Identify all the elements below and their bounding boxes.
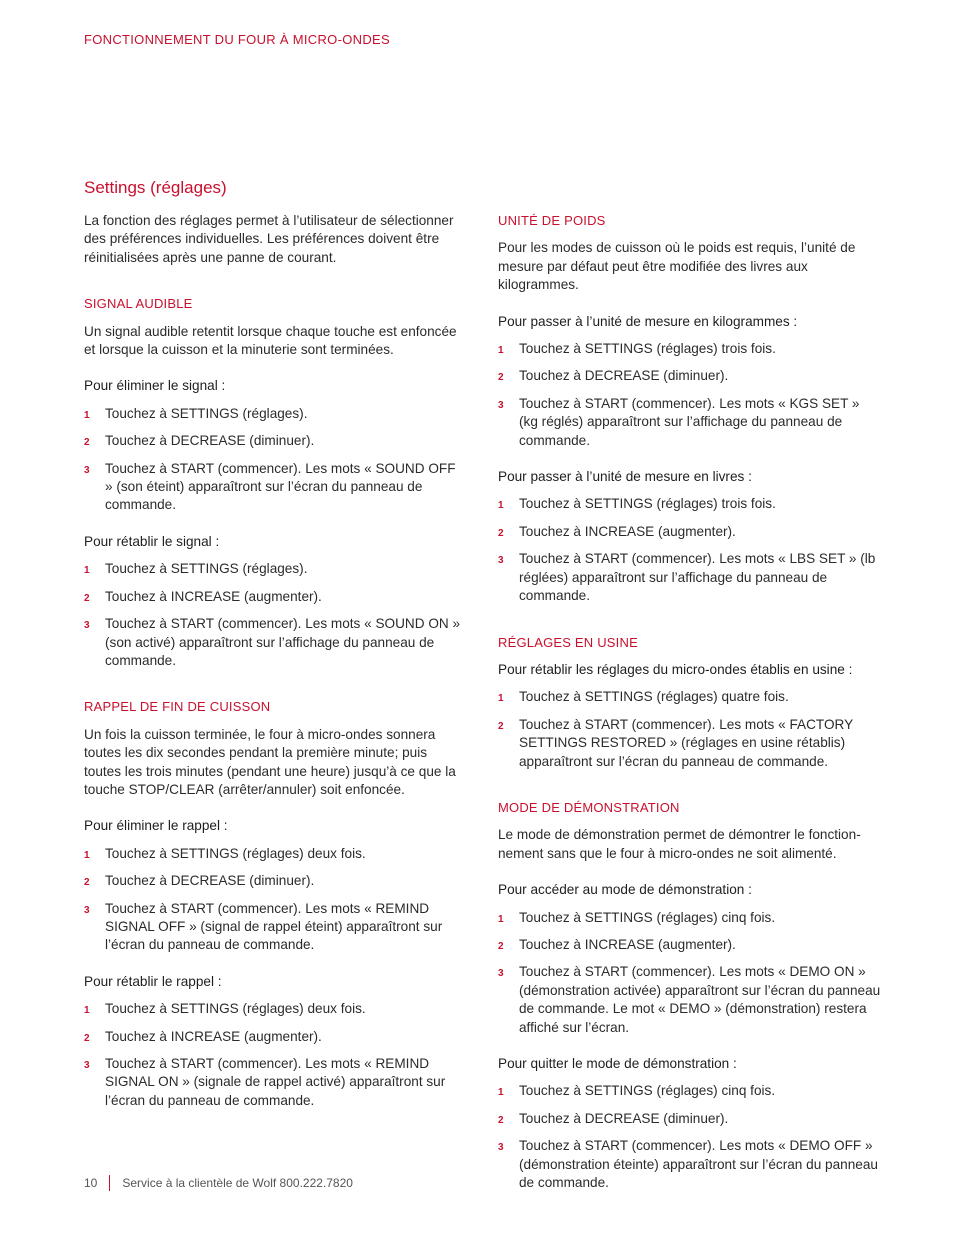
step-item	[498, 1137, 882, 1192]
section-heading-remind: RAPPEL DE FIN DE CUISSON	[84, 699, 271, 715]
step-item	[84, 1055, 464, 1110]
step-text: Touchez à START (commencer). Les mots « DEMO ON » (démonstration activée) apparaîtront sur l’écran du panneau de commande. Le mot « DEMO » (démonstration) restera affiché sur l’écran.	[519, 964, 881, 1035]
step-number: 1	[498, 345, 504, 357]
step-number: 2	[84, 877, 90, 889]
step-number: 3	[84, 1060, 90, 1071]
step-number: 2	[498, 720, 504, 732]
signal-on-steps	[84, 560, 464, 670]
page-title: Settings (réglages)	[84, 178, 227, 197]
footer-divider	[109, 1175, 110, 1191]
step-item	[498, 495, 882, 513]
demo-text: Le mode de démonstration permet de démontrer le fonctionnement sans que le four à micro-ondes ne soit alimenté.	[498, 827, 861, 861]
step-number: 2	[498, 1114, 504, 1126]
step-text: Touchez à START (commencer). Les mots « KGS SET » (kg réglés) apparaîtront sur l’affichage du panneau de commande.	[519, 395, 860, 448]
step-text: Touchez à START (commencer). Les mots « SOUND ON » (son activé) apparaîtront sur l’affichage du panneau de commande.	[105, 616, 461, 668]
section-heading-weight: UNITÉ DE POIDS	[498, 213, 606, 228]
step-number: 2	[84, 592, 90, 604]
step-item	[498, 1110, 882, 1128]
step-text: Touchez à START (commencer). Les mots « REMIND SIGNAL ON » (signale de rappel activé) apparaîtront sur l’écran du panneau de commande.	[105, 1056, 446, 1108]
step-item	[84, 900, 464, 955]
step-item	[498, 523, 882, 541]
signal-off-steps	[84, 405, 464, 515]
weight-lb-steps	[498, 495, 882, 605]
step-number: 3	[84, 464, 90, 476]
step-number: 2	[498, 940, 504, 952]
step-text: Touchez à SETTINGS (réglages).	[105, 561, 308, 577]
step-number: 1	[84, 409, 90, 421]
step-item	[84, 1028, 464, 1046]
weight-text: Pour les modes de cuisson où le poids est requis, l’unité de mesure par défaut peut être modifiée des livres aux kilogrammes.	[498, 240, 856, 293]
step-text: Touchez à INCREASE (augmenter).	[105, 1028, 322, 1044]
demo-off-title: Pour quitter le mode de démonstration :	[498, 1056, 737, 1071]
right-column	[498, 212, 882, 1192]
footer-text: Service à la clientèle de Wolf 800.222.7820	[122, 1176, 353, 1190]
step-number: 3	[498, 399, 504, 411]
step-text: Touchez à INCREASE (augmenter).	[519, 936, 736, 952]
signal-text: Un signal audible retentit lorsque chaque touche est enfoncée et lorsque la cuisson et la minuterie sont terminées.	[84, 323, 457, 358]
step-item	[498, 340, 882, 358]
signal-off-title: Pour éliminer le signal :	[84, 378, 226, 394]
step-item	[498, 688, 882, 706]
remind-text: Un fois la cuisson terminée, le four à micro-ondes sonnera toutes les dix secondes pendant la première minute; puis toutes les trois minutes (pendant une heure) jusqu’à ce que la touche STOP/CLEAR (arrêter/annuler) soit enfoncée.	[84, 726, 456, 797]
step-text: Touchez à START (commencer). Les mots « REMIND SIGNAL OFF » (signal de rappel éteint) apparaîtront sur l’écran du panneau de commande.	[105, 900, 443, 953]
step-item	[84, 872, 464, 890]
step-item	[498, 936, 882, 954]
step-item	[498, 963, 882, 1037]
left-column	[84, 212, 464, 1110]
step-text: Touchez à SETTINGS (réglages) deux fois.	[105, 1001, 366, 1017]
running-head: FONCTIONNEMENT DU FOUR À MICRO-ONDES	[84, 32, 390, 47]
page-number: 10	[84, 1176, 98, 1190]
signal-on-title: Pour rétablir le signal :	[84, 533, 220, 549]
demo-off-steps	[498, 1082, 882, 1192]
step-number: 1	[498, 913, 504, 925]
step-text: Touchez à DECREASE (diminuer).	[519, 368, 729, 384]
step-text: Touchez à START (commencer). Les mots « LBS SET » (lb réglées) apparaîtront sur l’affichage du panneau de commande.	[519, 551, 876, 604]
step-item	[498, 367, 882, 385]
remind-off-steps	[84, 845, 464, 955]
step-item	[498, 909, 882, 927]
step-number: 2	[84, 1032, 90, 1044]
step-number: 3	[84, 620, 90, 632]
step-number: 3	[498, 1142, 504, 1154]
step-text: Touchez à SETTINGS (réglages) cinq fois.	[519, 1083, 776, 1099]
factory-steps	[498, 688, 882, 771]
step-number: 3	[84, 904, 90, 916]
step-number: 1	[84, 849, 90, 861]
step-item	[84, 432, 464, 450]
step-text: Touchez à DECREASE (diminuer).	[105, 873, 315, 889]
weight-kg-steps	[498, 340, 882, 450]
step-text: Touchez à INCREASE (augmenter).	[519, 523, 736, 539]
step-number: 1	[498, 500, 504, 512]
footer	[84, 1175, 353, 1191]
step-number: 1	[498, 1087, 504, 1099]
step-number: 3	[498, 555, 504, 567]
step-item	[498, 1082, 882, 1100]
step-item	[84, 460, 464, 515]
step-number: 2	[498, 527, 504, 539]
factory-title: Pour rétablir les réglages du micro-ondes établis en usine :	[498, 661, 853, 677]
step-number: 1	[84, 565, 90, 577]
remind-on-title: Pour rétablir le rappel :	[84, 973, 222, 989]
weight-kg-title: Pour passer à l’unité de mesure en kilogrammes :	[498, 313, 798, 329]
step-number: 1	[498, 693, 504, 705]
step-text: Touchez à SETTINGS (réglages).	[105, 405, 308, 421]
weight-lb-title: Pour passer à l’unité de mesure en livres :	[498, 469, 752, 485]
step-text: Touchez à START (commencer). Les mots « SOUND OFF » (son éteint) apparaîtront sur l’écran du panneau de commande.	[105, 460, 456, 513]
step-number: 2	[84, 437, 90, 449]
step-text: Touchez à START (commencer). Les mots « DEMO OFF » (démonstration éteinte) apparaîtront sur l’écran du panneau de commande.	[519, 1138, 878, 1191]
step-text: Touchez à DECREASE (diminuer).	[519, 1110, 729, 1126]
step-number: 1	[84, 1005, 90, 1017]
step-text: Touchez à DECREASE (diminuer).	[105, 433, 315, 449]
step-text: Touchez à SETTINGS (réglages) cinq fois.	[519, 909, 776, 925]
step-item	[498, 550, 882, 605]
remind-off-title: Pour éliminer le rappel :	[84, 818, 228, 834]
section-heading-demo: MODE DE DÉMONSTRATION	[498, 799, 680, 815]
step-text: Touchez à START (commencer). Les mots « FACTORY SETTINGS RESTORED » (réglages en usine rétablis) apparaîtront sur l’écran du panneau de commande.	[519, 716, 853, 769]
step-item	[84, 615, 464, 670]
step-number: 2	[498, 372, 504, 384]
step-text: Touchez à SETTINGS (réglages) quatre fois.	[519, 689, 789, 705]
section-heading-factory: RÉGLAGES EN USINE	[498, 634, 638, 650]
step-item	[84, 1000, 464, 1018]
step-item	[84, 845, 464, 863]
section-heading-signal: SIGNAL AUDIBLE	[84, 296, 193, 312]
step-text: Touchez à INCREASE (augmenter).	[105, 588, 322, 604]
demo-on-steps	[498, 909, 882, 1037]
remind-on-steps	[84, 1000, 464, 1110]
step-item	[84, 588, 464, 606]
step-text: Touchez à SETTINGS (réglages) deux fois.	[105, 845, 366, 861]
step-number: 3	[498, 968, 504, 980]
step-text: Touchez à SETTINGS (réglages) trois fois.	[519, 341, 776, 357]
step-item	[84, 405, 464, 423]
intro-text: La fonction des réglages permet à l’utilisateur de sélectionner des préférences individuelles. Les préférences doivent être réinitialisées après une panne de courant.	[84, 213, 454, 265]
demo-on-title: Pour accéder au mode de démonstration :	[498, 882, 752, 898]
step-item	[498, 395, 882, 450]
step-item	[498, 716, 882, 771]
step-item	[84, 560, 464, 578]
step-text: Touchez à SETTINGS (réglages) trois fois.	[519, 496, 776, 512]
